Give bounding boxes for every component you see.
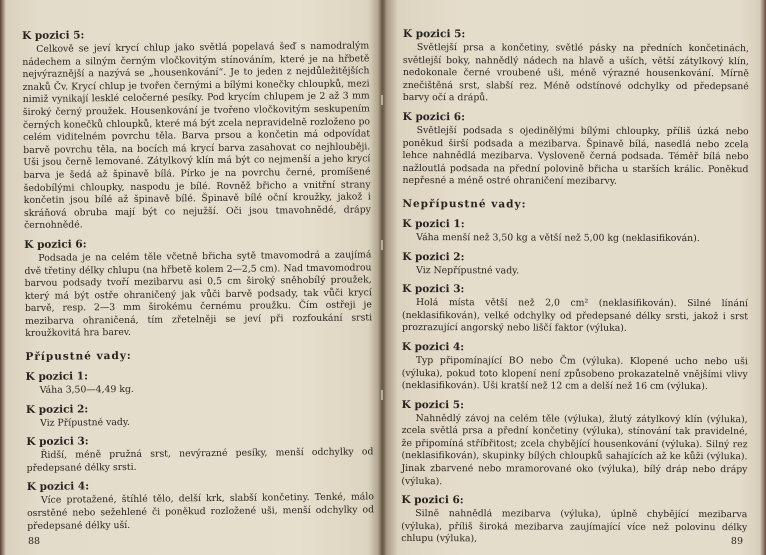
category-heading: Přípustné vady: xyxy=(25,349,132,364)
left-section-1 xyxy=(22,26,371,233)
section-text: Podsada je na celém těle včetně břicha sytě tmavomodrá a zaujímá dvě třetiny délky chlupu (na hřbetě kolem 2—2,5 cm). Nad tmavomodrou barvou podsady tvoří mezibarvu asi 0,5 cm široký sněhobílý proužek, který má být ostře ohraničený jak vůči barvě podsady, tak vůči krycí barvě, resp. 2—3 mm širokému černému proužku. Čím ostřeji je mezibarva ohraničená, tím zřetelněji se jeví při rozfoukání srsti kroužkovitá hra barev. xyxy=(24,249,373,340)
right-fault-5 xyxy=(401,399,747,490)
fault-heading: K pozici 3: xyxy=(26,435,89,449)
fault-text: Typ připomínající BO nebo Čm (výluka). Klopené ucho nebo uši (výluka), pokud toto klopení není způsobeno prokazatelně vnějšími vlivy (neklasifikován). Uši kratší než 12 cm a delší než 16 cm (výluka). xyxy=(401,354,748,393)
right-fault-6 xyxy=(401,494,747,547)
right-fault-1 xyxy=(402,218,748,246)
fault-heading: K pozici 2: xyxy=(25,402,89,416)
section-text: Světlejší prsa a končetiny, světlé pásky na předních končetinách, světlejší boky, nahnědlý nádech na hlavě a uších, větší zátylkový klín, nedokonale černé vroubené uši, méně výrazné housenkování. Mírně znečištěná srst, slabší rez. Méně odstínové odchylky od předepsané barvy očí a drápů. xyxy=(402,42,749,104)
category-heading: Nepřípustné vady: xyxy=(402,197,527,211)
fault-heading: K pozici 4: xyxy=(401,340,465,354)
left-page xyxy=(10,0,375,555)
fault-text: Viz Nepřípustné vady. xyxy=(416,264,520,276)
binding-stitch xyxy=(381,240,383,250)
right-fault-4 xyxy=(402,341,748,394)
fault-heading: K pozici 2: xyxy=(402,250,465,263)
left-fault-4 xyxy=(27,478,375,533)
fault-heading: K pozici 3: xyxy=(402,283,465,296)
book-gutter xyxy=(378,0,386,555)
left-section-2 xyxy=(24,235,372,341)
fault-text: Řidší, méně pružná srst, nevýrazné pesíky, menší odchylky od předepsané délky srsti. xyxy=(26,446,374,474)
fault-heading: K pozici 4: xyxy=(26,480,90,494)
section-heading: K pozici 5: xyxy=(22,29,85,42)
left-fault-2 xyxy=(26,400,373,430)
page-number: 89 xyxy=(730,536,743,547)
left-page-text xyxy=(22,26,374,539)
fault-text: Nahnědlý závoj na celém těle (výluka), žlutý zátylkový klín (výluka), zcela světlá prsa a přední končetiny (výluka), stínování tak pravidelné, že připomíná stříbřitost; zcela chybějící housenkování (výluka). Silný rez (neklasifikován), skupinky bílých chloupků sahajících až ke kůži (výluka). Jinak zbarvené nebo mramorované oko (výluka), bílý dráp nebo drápy (výluka). xyxy=(401,412,748,487)
right-page xyxy=(395,0,757,555)
left-fault-3 xyxy=(26,433,373,476)
fault-text: Váha menší než 3,50 kg a větší než 5,00 kg (neklasifikován). xyxy=(416,231,700,244)
binding-stitch xyxy=(381,95,383,105)
right-fault-3 xyxy=(402,283,748,336)
right-section-2 xyxy=(402,111,748,189)
fault-text: Silně nahnědlá mezibarva (výluka), úplně chybějící mezibarva (výluka), příliš široká mezibarva zaujímající více než polovinu délky chlupu (výluka), xyxy=(401,508,748,545)
fault-text: Více protažené, štíhlé tělo, delší krk, slabší končetiny. Tenké, málo osrstěné nebo sežehlené či poněkud rozložené uši, menší odchylky od předepsané délky uší. xyxy=(27,491,375,532)
fault-heading: K pozici 6: xyxy=(401,494,464,507)
fault-text: Viz Přípustné vady. xyxy=(40,416,130,429)
section-heading: K pozici 6: xyxy=(24,238,87,251)
page-number: 88 xyxy=(28,536,41,547)
section-heading: K pozici 5: xyxy=(402,28,466,41)
fault-heading: K pozici 5: xyxy=(401,398,465,411)
left-fault-1 xyxy=(26,367,373,397)
right-fault-2 xyxy=(402,251,748,279)
section-text: Celkově se jeví krycí chlup jako světlá popelavá šeď s namodralým nádechem a silným černým vločkovitým stínováním, které je na hřbetě nejvýraznější a nazývá se „housenkování“. Je to jeden z nejdůležitějších znaků Čv. Krycí chlup je tvořen černými a bílými konečky chloupků, mezi nimiž vynikají lesklé celočerné pesíky. Pod krycím chlupem je 2 až 3 mm široký černý proužek. Housenkování je tvořeno vločkovitým seskupením černých konečků chloupků, které má být zcela nepravidelně rozloženo po celém viditelném povrchu těla. Barva prsou a končetin má odpovídat barvě povrchu těla, na bocích má krycí barva zasahovat co nejhlouběji. Uši jsou černě lemované. Zátylkový klín má být co nejmenší a jeho krycí barva je šedá až špinavě bílá. Pírko je na povrchu černé, promíšené šedobílými chloupky, naspodu je bílé. Rovněž břicho a vnitřní strany končetin jsou bílé až špinavě bílé. Špinavě bílé oční kroužky, jakož i skráňová obruba mají být co nejužší. Oči jsou tmavohnědé, drápy černohnědé. xyxy=(22,40,371,232)
section-text: Světlejší podsada s ojedinělými bílými chloupky, příliš úzká nebo poněkud širší podsada a mezibarva. Špinavě bílá, nasedlá nebo zcela lehce nahnědlá mezibarva. Vysloveně černá podsada. Téměř bílá nebo nažloutlá podsada na přední polovině břicha u starších králic. Poněkud nepřesné a méně ostré ohraničení mezibarvy. xyxy=(402,125,749,188)
right-page-text xyxy=(401,28,749,553)
section-heading: K pozici 6: xyxy=(402,110,466,124)
fault-heading: K pozici 1: xyxy=(25,370,89,384)
fault-heading: K pozici 1: xyxy=(402,217,465,231)
right-section-1 xyxy=(403,28,749,106)
fault-text: Váha 3,50—4,49 kg. xyxy=(39,383,134,396)
binding-stitch xyxy=(381,390,383,400)
fault-text: Holá místa větší než 2,0 cm² (neklasifikován). Silné línání (neklasifikován), velké odchylky od předepsané délky srsti, jakož i srst prozrazující angorský nebo liščí faktor (výluka). xyxy=(401,297,749,335)
